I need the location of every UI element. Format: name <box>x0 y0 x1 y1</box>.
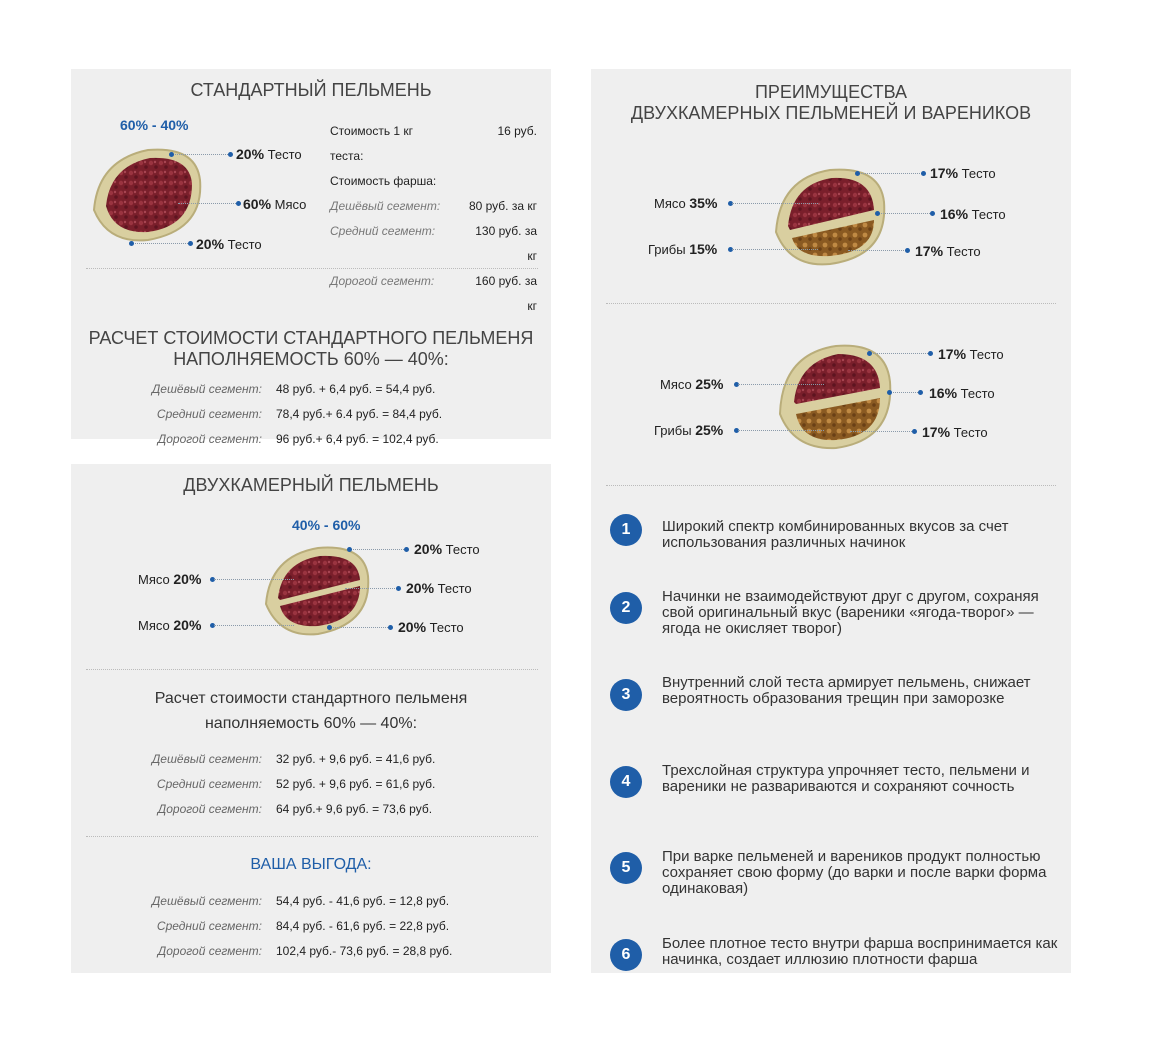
double-calc-cheap-value: 32 руб. + 9,6 руб. = 41,6 руб. <box>276 752 436 766</box>
benefit-mid-value: 84,4 руб. - 61,6 руб. = 22,8 руб. <box>276 919 450 933</box>
double-calc-exp-label: Дорогой сегмент: <box>157 802 262 816</box>
adv1-label-dough-mid: 16% Тесто <box>940 206 1006 222</box>
adv1-label-mushroom: Грибы 15% <box>648 241 718 257</box>
advantage-text-2: Начинки не взаимодействуют друг с другом, сохраняя свой оригинальный вкус (вареники «ягода-творог» — ягода не окисляет творог) <box>662 588 1039 637</box>
cost-cheap-value: 80 руб. за кг <box>468 199 537 213</box>
standard-calc-exp-label: Дорогой сегмент: <box>157 432 262 446</box>
cost-exp-value-2: кг <box>527 299 537 313</box>
advantage-text-4: Трехслойная структура упрочняет тесто, пельмени и вареники не развариваются и сохраняют сочность <box>662 762 1030 795</box>
advantage-text-6: Более плотное тесто внутри фарша воспринимается как начинка, создает иллюзию плотности фарша <box>662 935 1058 968</box>
advantage-number-6: 6 <box>610 939 642 971</box>
cost-dough-value: 16 руб. <box>497 124 537 138</box>
benefit-exp-value: 102,4 руб.- 73,6 руб. = 28,8 руб. <box>276 944 453 958</box>
advantage-number-3: 3 <box>610 679 642 711</box>
benefit-exp-label: Дорогой сегмент: <box>157 944 262 958</box>
standard-label-dough-bottom: 20% Тесто <box>196 236 262 252</box>
double-label-dough-top: 20% Тесто <box>414 541 480 557</box>
cost-mid-value-1: 130 руб. за <box>475 224 537 238</box>
cost-mid-value-2: кг <box>527 249 537 263</box>
benefit-cheap-value: 54,4 руб. - 41,6 руб. = 12,8 руб. <box>276 894 450 908</box>
double-calc-mid-value: 52 руб. + 9,6 руб. = 61,6 руб. <box>276 777 436 791</box>
advantages-title-1: ПРЕИМУЩЕСТВА <box>754 82 907 102</box>
cost-exp-value-1: 160 руб. за <box>475 274 537 288</box>
standard-calc-cheap-label: Дешёвый сегмент: <box>151 382 262 396</box>
double-title: ДВУХКАМЕРНЫЙ ПЕЛЬМЕНЬ <box>183 475 439 495</box>
cost-filling-label: Стоимость фарша: <box>330 174 437 188</box>
adv2-label-dough-mid: 16% Тесто <box>929 385 995 401</box>
standard-calc-exp-value: 96 руб.+ 6,4 руб. = 102,4 руб. <box>276 432 439 446</box>
benefit-cheap-label: Дешёвый сегмент: <box>151 894 262 908</box>
cost-dough-label-1: Стоимость 1 кг <box>330 124 414 138</box>
standard-calc-title-1: РАСЧЕТ СТОИМОСТИ СТАНДАРТНОГО ПЕЛЬМЕНЯ <box>88 328 534 348</box>
standard-label-meat: 60% Мясо <box>243 196 307 212</box>
standard-dumpling-image <box>88 140 208 250</box>
benefit-mid-label: Средний сегмент: <box>156 919 262 933</box>
adv1-label-dough-bottom: 17% Тесто <box>915 243 981 259</box>
advantage-text-3: Внутренний слой теста армирует пельмень, снижает вероятность образования трещин при заморозке <box>662 674 1031 707</box>
double-calc-mid-label: Средний сегмент: <box>156 777 262 791</box>
standard-label-dough-top: 20% Тесто <box>236 146 302 162</box>
standard-calc-title-2: НАПОЛНЯЕМОСТЬ 60% — 40%: <box>173 349 449 369</box>
standard-calc-mid-value: 78,4 руб.+ 6.4 руб. = 84,4 руб. <box>276 407 443 421</box>
adv2-label-meat: Мясо 25% <box>660 376 724 392</box>
double-calc-cheap-label: Дешёвый сегмент: <box>151 752 262 766</box>
adv2-label-mushroom: Грибы 25% <box>654 422 724 438</box>
adv2-label-dough-top: 17% Тесто <box>938 346 1004 362</box>
adv1-label-meat: Мясо 35% <box>654 195 718 211</box>
standard-calc-mid-label: Средний сегмент: <box>156 407 262 421</box>
advantage-text-1: Широкий спектр комбинированных вкусов за счет использования различных начинок <box>662 518 1009 551</box>
standard-title: СТАНДАРТНЫЙ ПЕЛЬМЕНЬ <box>190 80 432 100</box>
advantages-title-2: ДВУХКАМЕРНЫХ ПЕЛЬМЕНЕЙ И ВАРЕНИКОВ <box>630 103 1032 123</box>
double-label-meat-1: Мясо 20% <box>138 571 202 587</box>
advantage-number-5: 5 <box>610 852 642 884</box>
advantages-dumpling-image-2 <box>776 338 896 454</box>
cost-exp-label: Дорогой сегмент: <box>330 274 435 288</box>
benefit-title: ВАША ВЫГОДА: <box>250 856 372 873</box>
advantage-text-5: При варке пельменей и вареников продукт полностью сохраняет свою форму (до варки и после варки форма одинаковая) <box>662 848 1047 897</box>
standard-calc-cheap-value: 48 руб. + 6,4 руб. = 54,4 руб. <box>276 382 436 396</box>
advantages-dumpling-image-1 <box>772 162 890 270</box>
advantage-number-1: 1 <box>610 514 642 546</box>
standard-ratio: 60% - 40% <box>120 117 189 133</box>
advantage-number-2: 2 <box>610 592 642 624</box>
cost-cheap-label: Дешёвый сегмент: <box>330 199 441 213</box>
double-calc-title-1: Расчет стоимости стандартного пельменя <box>154 690 468 707</box>
advantage-number-4: 4 <box>610 766 642 798</box>
double-label-dough-mid: 20% Тесто <box>406 580 472 596</box>
double-ratio: 40% - 60% <box>292 517 361 533</box>
cost-mid-label: Средний сегмент: <box>330 224 436 238</box>
adv2-label-dough-bottom: 17% Тесто <box>922 424 988 440</box>
double-calc-title-2: наполняемость 60% — 40%: <box>204 715 418 732</box>
double-label-dough-bottom: 20% Тесто <box>398 619 464 635</box>
cost-dough-label-2: теста: <box>330 149 364 163</box>
adv1-label-dough-top: 17% Тесто <box>930 165 996 181</box>
double-label-meat-2: Мясо 20% <box>138 617 202 633</box>
double-calc-exp-value: 64 руб.+ 9,6 руб. = 73,6 руб. <box>276 802 433 816</box>
